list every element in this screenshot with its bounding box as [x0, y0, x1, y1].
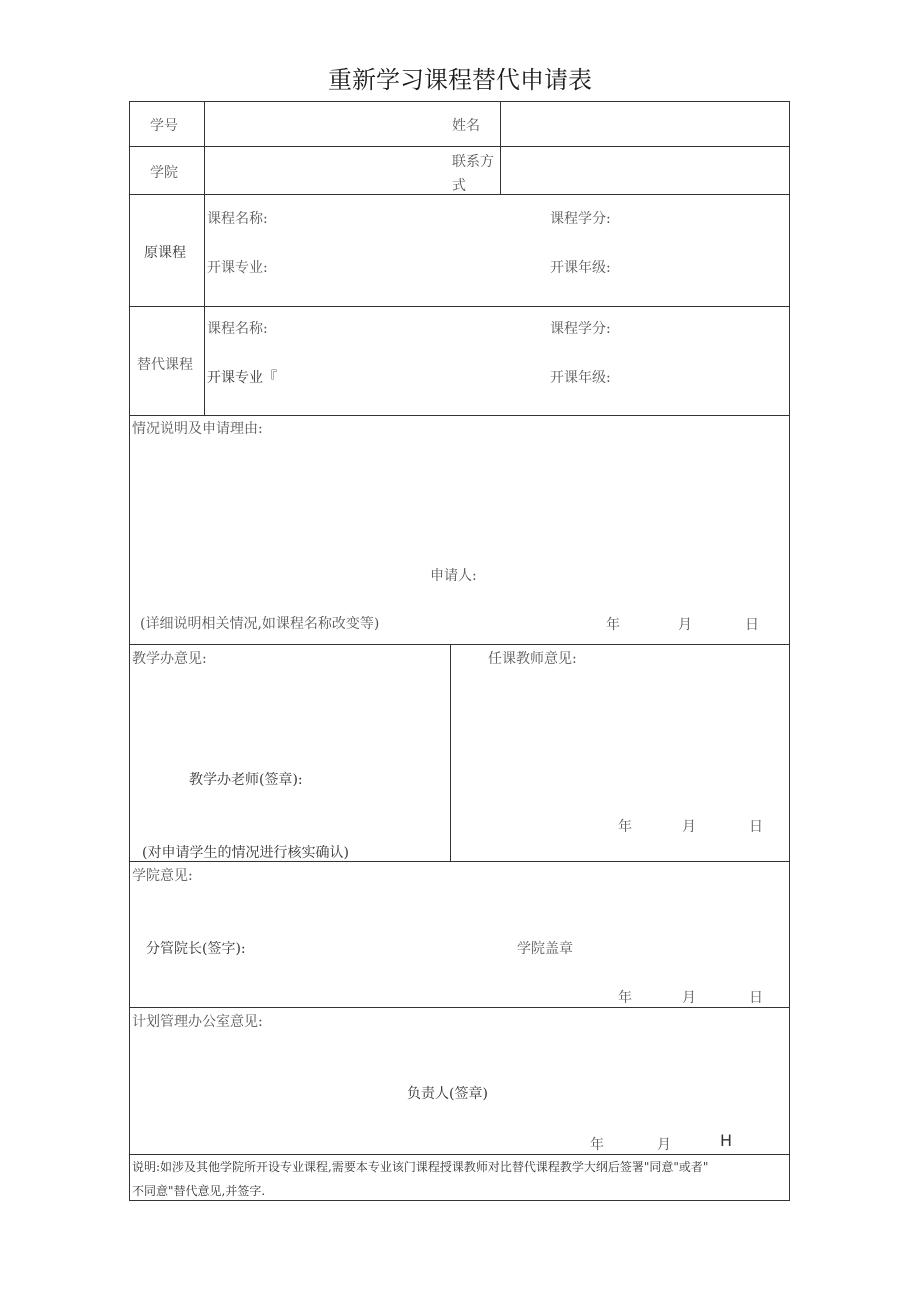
- student-id-field[interactable]: [206, 103, 446, 145]
- original-course-label: 原课程: [144, 245, 186, 261]
- replacement-course-name-label: 课程名称:: [207, 321, 268, 337]
- contact-field[interactable]: [502, 148, 788, 193]
- planning-office-month: 月: [657, 1137, 671, 1153]
- planning-office-responsible: 负责人(签章): [407, 1086, 488, 1102]
- planning-office-header: 计划管理办公室意见:: [132, 1014, 263, 1030]
- row-divider: [129, 146, 790, 147]
- planning-office-day: H: [720, 1131, 733, 1150]
- contact-label-cont: 式: [452, 178, 466, 194]
- college-opinion-year: 年: [618, 990, 632, 1006]
- instructor-year: 年: [618, 819, 632, 835]
- row-divider: [129, 1154, 790, 1155]
- college-field[interactable]: [206, 148, 446, 193]
- original-course-grade-label: 开课年级:: [550, 260, 611, 276]
- college-label: 学院: [150, 165, 178, 181]
- application-month: 月: [678, 617, 692, 633]
- original-course-credits-label: 课程学分:: [550, 211, 611, 227]
- teaching-office-note: (对申请学生的情况进行核实确认): [142, 845, 349, 861]
- application-note: (详细说明相关情况,如课程名称改变等): [140, 616, 380, 632]
- college-opinion-header: 学院意见:: [132, 868, 193, 884]
- col-divider: [204, 101, 205, 415]
- instructor-header: 任课教师意见:: [488, 651, 577, 667]
- replacement-course-label: 替代课程: [137, 357, 193, 373]
- row-divider: [129, 644, 790, 645]
- footnote-line-1: 说明:如涉及其他学院所开设专业课程,需要本专业该门课程授课教师对比替代课程教学大纲后签署"同意"或者": [132, 1160, 709, 1174]
- name-field[interactable]: [502, 103, 788, 145]
- footnote-line-2: 不同意"替代意见,并签字.: [132, 1184, 266, 1198]
- col-divider: [450, 644, 451, 861]
- original-course-major-label: 开课专业:: [207, 260, 268, 276]
- name-label: 姓名: [452, 118, 480, 134]
- instructor-day: 日: [749, 819, 763, 835]
- college-seal-label: 学院盖章: [517, 941, 573, 957]
- application-year: 年: [606, 617, 620, 633]
- row-divider: [129, 415, 790, 416]
- dean-signature-label: 分管院长(签字):: [146, 941, 246, 957]
- row-divider: [129, 1007, 790, 1008]
- row-divider: [129, 306, 790, 307]
- college-opinion-month: 月: [682, 990, 696, 1006]
- form-title: 重新学习课程替代申请表: [328, 66, 592, 94]
- original-course-name-label: 课程名称:: [207, 211, 268, 227]
- contact-label: 联系方: [452, 154, 494, 170]
- college-opinion-day: 日: [749, 990, 763, 1006]
- replacement-course-grade-label: 开课年级:: [550, 370, 611, 386]
- replacement-course-credits-label: 课程学分:: [550, 321, 611, 337]
- application-day: 日: [745, 617, 759, 633]
- replacement-course-major-label: 开课专业『: [207, 370, 277, 386]
- student-id-label: 学号: [150, 118, 178, 134]
- applicant-label: 申请人:: [430, 568, 477, 584]
- instructor-month: 月: [682, 819, 696, 835]
- teaching-office-header: 教学办意见:: [132, 651, 207, 667]
- teaching-office-signer: 教学办老师(签章):: [189, 772, 303, 788]
- col-divider: [500, 101, 501, 194]
- planning-office-year: 年: [590, 1137, 604, 1153]
- application-reason-header: 情况说明及申请理由:: [132, 421, 263, 437]
